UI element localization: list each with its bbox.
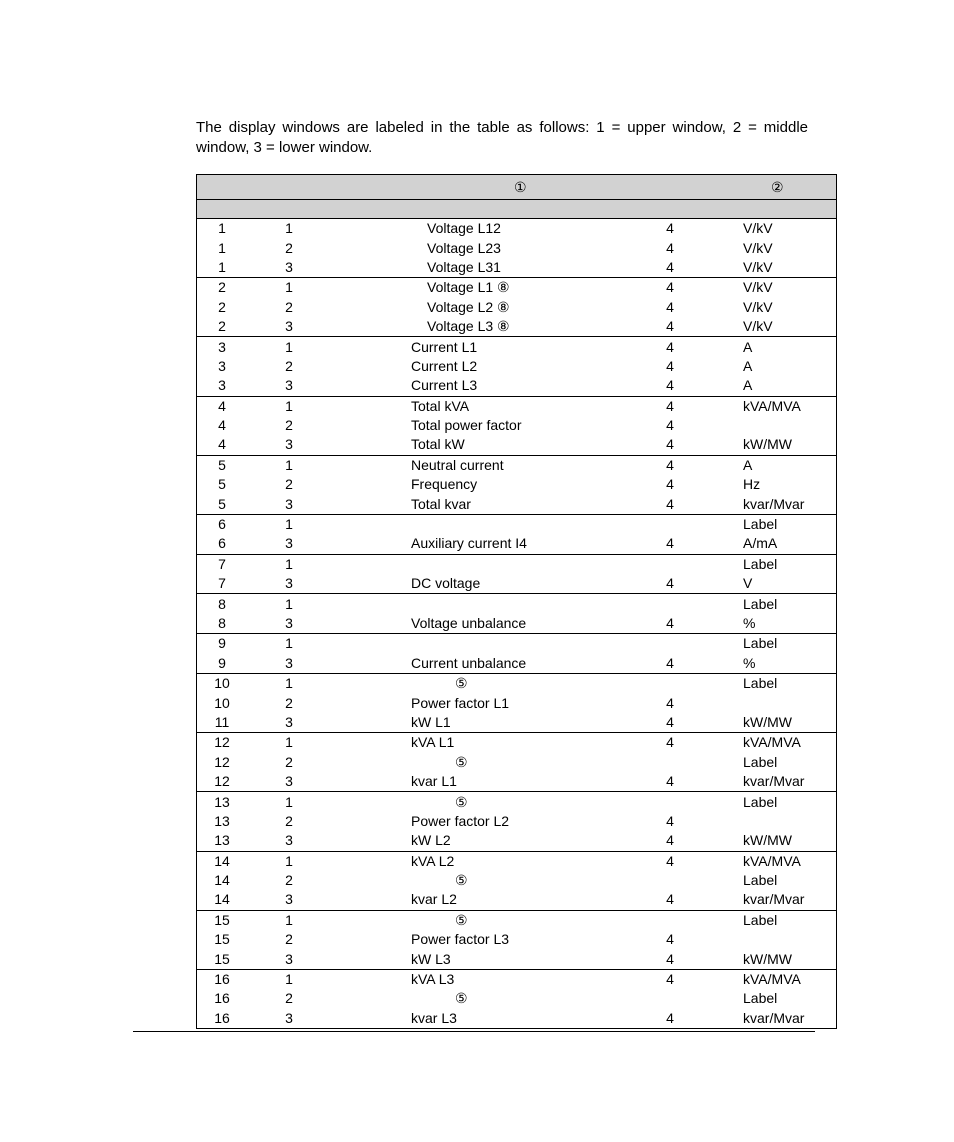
parameter-cell <box>331 238 611 257</box>
digits-cell <box>611 514 729 534</box>
table-row <box>197 792 837 812</box>
screen-number-cell: 7 <box>197 554 248 574</box>
parameter-cell <box>331 871 611 890</box>
digits-cell: 4 <box>666 950 674 967</box>
window-number-cell: 1 <box>247 910 331 930</box>
screen-number-cell: 5 <box>218 476 226 493</box>
window-number-cell: 1 <box>247 733 331 753</box>
digits-cell: 4 <box>666 931 674 948</box>
unit-cell: A <box>729 455 837 475</box>
digits-cell: 4 <box>666 832 674 849</box>
window-number-cell: 1 <box>247 594 331 614</box>
parameter-cell <box>331 594 611 614</box>
window-number-cell: 3 <box>285 832 293 849</box>
parameter-cell <box>331 753 611 772</box>
screen-number-cell: 8 <box>197 594 248 614</box>
digits-cell: 4 <box>611 733 729 753</box>
parameter-cell: Total kW <box>411 436 465 453</box>
screen-number-cell: 10 <box>214 694 230 711</box>
digits-cell: 4 <box>666 575 674 592</box>
window-number-cell: 1 <box>247 278 331 298</box>
unit-cell: kvar/Mvar <box>743 891 805 908</box>
parameter-cell <box>331 673 611 693</box>
screen-number-cell: 14 <box>197 851 248 871</box>
digits-cell: 4 <box>666 694 674 711</box>
unit-cell: kVA/MVA <box>729 733 837 753</box>
digits-cell <box>611 673 729 693</box>
unit-cell: Label <box>729 554 837 574</box>
parameter-cell: Current unbalance <box>411 654 527 671</box>
parameter-cell <box>331 910 611 930</box>
parameter-cell: Frequency <box>411 476 478 493</box>
table-row <box>197 654 837 674</box>
parameter-cell: Current L3 <box>411 377 478 394</box>
unit-cell <box>729 812 837 831</box>
parameter-cell <box>331 792 611 812</box>
window-number-cell: 1 <box>285 220 293 237</box>
screen-number-cell: 7 <box>218 575 226 592</box>
table-row <box>197 494 837 514</box>
parameter-label: Voltage L2 ⑧ <box>427 298 510 315</box>
window-number-cell: 3 <box>285 891 293 908</box>
parameter-cell: Auxiliary current I4 <box>411 535 527 552</box>
window-number-cell: 1 <box>247 634 331 654</box>
digits-cell <box>611 753 729 772</box>
table-row <box>197 812 837 831</box>
window-number-cell: 1 <box>247 554 331 574</box>
parameter-cell: kVA L3 <box>331 969 611 989</box>
table-row <box>197 554 837 574</box>
unit-cell: kvar/Mvar <box>743 495 805 512</box>
unit-cell: A/mA <box>743 535 778 552</box>
digits-cell: 4 <box>666 891 674 908</box>
parameter-label: Voltage L23 <box>427 239 501 256</box>
parameter-label: Voltage L1 ⑧ <box>427 279 510 296</box>
table-row <box>197 475 837 494</box>
window-number-cell: 2 <box>285 239 293 256</box>
display-screens-table <box>196 174 837 1029</box>
parameter-label: ⑤ <box>455 675 468 692</box>
digits-cell <box>611 554 729 574</box>
digits-cell: 4 <box>666 318 674 335</box>
header-note-mark-1: ① <box>514 178 527 195</box>
parameter-cell: Current L2 <box>411 357 478 374</box>
screen-number-cell: 16 <box>214 990 230 1007</box>
screen-number-cell: 1 <box>218 239 226 256</box>
window-number-cell: 3 <box>285 575 293 592</box>
table-row <box>197 910 837 930</box>
window-number-cell: 1 <box>247 455 331 475</box>
parameter-cell: DC voltage <box>411 575 481 592</box>
parameter-label: Voltage L12 <box>427 220 501 237</box>
table-row <box>197 634 837 654</box>
unit-cell: V/kV <box>743 258 773 275</box>
parameter-cell: Voltage unbalance <box>411 615 527 631</box>
digits-cell: 4 <box>666 773 674 790</box>
unit-cell <box>729 930 837 949</box>
window-number-cell: 3 <box>285 377 293 394</box>
screen-number-cell: 9 <box>197 634 248 654</box>
screen-number-cell: 15 <box>197 910 248 930</box>
unit-cell: V/kV <box>729 278 837 298</box>
parameter-label: ⑤ <box>455 753 468 770</box>
unit-cell: Label <box>729 514 837 534</box>
parameter-cell: kvar L2 <box>411 891 457 908</box>
window-number-cell: 2 <box>285 476 293 493</box>
screen-number-cell: 9 <box>218 654 226 671</box>
unit-cell: kW/MW <box>743 832 792 849</box>
unit-cell: A <box>743 357 753 374</box>
window-number-cell: 3 <box>285 436 293 453</box>
parameter-cell <box>331 258 611 278</box>
window-number-cell: 3 <box>285 495 293 512</box>
parameter-cell: Power factor L2 <box>411 812 510 829</box>
parameter-cell: kW L3 <box>411 950 451 967</box>
parameter-cell <box>331 514 611 534</box>
window-number-cell: 1 <box>247 337 331 357</box>
screen-number-cell: 16 <box>214 1009 230 1026</box>
screen-number-cell: 5 <box>218 495 226 512</box>
unit-cell: V/kV <box>743 220 773 237</box>
screen-number-cell: 3 <box>197 337 248 357</box>
parameter-cell: kVA L2 <box>331 851 611 871</box>
window-number-cell: 1 <box>247 396 331 416</box>
table-row <box>197 851 837 871</box>
table-row <box>197 949 837 969</box>
table-row <box>197 455 837 475</box>
digits-cell: 4 <box>666 1009 674 1026</box>
parameter-cell: Neutral current <box>331 455 611 475</box>
parameter-cell <box>331 317 611 337</box>
unit-cell: A <box>729 337 837 357</box>
screen-number-cell: 4 <box>197 396 248 416</box>
window-number-cell: 1 <box>247 969 331 989</box>
screen-number-cell: 14 <box>214 872 230 889</box>
unit-cell: Label <box>729 673 837 693</box>
table-row <box>197 989 837 1008</box>
screen-number-cell: 2 <box>197 278 248 298</box>
digits-cell: 4 <box>666 615 674 631</box>
parameter-cell <box>331 219 611 239</box>
window-number-cell: 1 <box>247 673 331 693</box>
window-number-cell: 2 <box>285 357 293 374</box>
parameter-label: ⑤ <box>455 793 468 810</box>
table-row <box>197 298 837 317</box>
unit-cell: kW/MW <box>743 436 792 453</box>
digits-cell: 4 <box>611 969 729 989</box>
table-body <box>197 175 837 1029</box>
table-row <box>197 317 837 337</box>
digits-cell: 4 <box>666 220 674 237</box>
screen-number-cell: 5 <box>197 455 248 475</box>
digits-cell <box>611 910 729 930</box>
parameter-label: Voltage L3 ⑧ <box>427 318 510 335</box>
digits-cell: 4 <box>611 851 729 871</box>
screen-number-cell: 4 <box>218 436 226 453</box>
digits-cell <box>611 792 729 812</box>
unit-cell: Label <box>743 990 778 1007</box>
window-number-cell: 3 <box>285 654 293 671</box>
digits-cell: 4 <box>611 396 729 416</box>
screen-number-cell: 6 <box>197 514 248 534</box>
unit-cell <box>729 416 837 435</box>
unit-cell: kVA/MVA <box>729 969 837 989</box>
screen-number-cell: 12 <box>214 773 230 790</box>
parameter-cell <box>331 554 611 574</box>
table-row <box>197 219 837 239</box>
screen-number-cell: 16 <box>197 969 248 989</box>
window-number-cell: 3 <box>285 713 293 730</box>
window-number-cell: 3 <box>285 950 293 967</box>
window-number-cell: 2 <box>285 931 293 948</box>
table-row <box>197 969 837 989</box>
table-row <box>197 238 837 257</box>
table-row <box>197 772 837 792</box>
unit-cell: V/kV <box>743 318 773 335</box>
table-row <box>197 278 837 298</box>
table-row <box>197 753 837 772</box>
table-row <box>197 930 837 949</box>
table-row <box>197 890 837 910</box>
table-subheader-row <box>197 200 837 219</box>
table-row <box>197 831 837 851</box>
window-number-cell: 3 <box>285 773 293 790</box>
screen-number-cell: 13 <box>197 792 248 812</box>
digits-cell <box>611 634 729 654</box>
window-number-cell: 1 <box>247 514 331 534</box>
window-number-cell: 1 <box>247 851 331 871</box>
digits-cell <box>611 594 729 614</box>
unit-cell: kW/MW <box>743 713 792 730</box>
table-row <box>197 376 837 396</box>
screen-number-cell: 6 <box>218 535 226 552</box>
digits-cell: 4 <box>666 495 674 512</box>
table-row <box>197 396 837 416</box>
parameter-cell: Total kVA <box>331 396 611 416</box>
digits-cell: 4 <box>611 278 729 298</box>
digits-cell: 4 <box>666 535 674 552</box>
screen-number-cell: 4 <box>218 417 226 434</box>
parameter-cell: kW L2 <box>411 832 451 849</box>
window-number-cell: 2 <box>285 694 293 711</box>
table-row <box>197 871 837 890</box>
unit-cell <box>729 693 837 712</box>
parameter-cell: Total kvar <box>411 495 471 512</box>
parameter-label: ⑤ <box>455 872 468 889</box>
digits-cell: 4 <box>666 476 674 493</box>
window-number-cell: 2 <box>285 812 293 829</box>
unit-cell: V/kV <box>743 298 773 315</box>
screen-number-cell: 3 <box>218 377 226 394</box>
window-number-cell: 2 <box>285 753 293 770</box>
screen-number-cell: 8 <box>218 615 226 631</box>
parameter-cell: Power factor L3 <box>411 931 510 948</box>
table-row <box>197 435 837 455</box>
unit-cell: Label <box>743 872 778 889</box>
table-row <box>197 713 837 733</box>
parameter-label: ⑤ <box>455 911 468 928</box>
screen-number-cell: 12 <box>197 733 248 753</box>
digits-cell: 4 <box>611 337 729 357</box>
screen-number-cell: 15 <box>214 931 230 948</box>
parameter-cell <box>331 634 611 654</box>
digits-cell: 4 <box>666 436 674 453</box>
window-number-cell: 3 <box>285 318 293 335</box>
screen-number-cell: 1 <box>218 258 226 275</box>
unit-cell: % <box>743 615 756 631</box>
unit-cell: Label <box>743 753 778 770</box>
screen-number-cell: 11 <box>214 713 230 730</box>
table-header-row <box>197 175 837 200</box>
table-row <box>197 614 837 634</box>
parameter-label: ⑤ <box>455 990 468 1007</box>
table-row <box>197 534 837 554</box>
window-number-cell: 3 <box>285 1009 293 1026</box>
parameter-cell <box>331 989 611 1008</box>
window-number-cell: 3 <box>285 615 293 631</box>
parameter-cell: Power factor L1 <box>411 694 510 711</box>
table-row <box>197 594 837 614</box>
digits-cell: 4 <box>666 258 674 275</box>
parameter-cell <box>331 278 611 298</box>
digits-cell <box>611 871 729 890</box>
unit-cell: A <box>743 377 753 394</box>
parameter-label: Voltage L31 <box>427 258 501 275</box>
unit-cell: kW/MW <box>743 950 792 967</box>
table-row <box>197 416 837 435</box>
screen-number-cell: 14 <box>214 891 230 908</box>
unit-cell: V <box>743 575 753 592</box>
digits-cell: 4 <box>666 298 674 315</box>
unit-cell: kvar/Mvar <box>743 1009 805 1026</box>
unit-cell: Label <box>729 634 837 654</box>
window-number-cell: 3 <box>285 258 293 275</box>
screen-number-cell: 2 <box>218 318 226 335</box>
table-row <box>197 357 837 376</box>
screen-number-cell: 10 <box>197 673 248 693</box>
unit-cell: kvar/Mvar <box>743 773 805 790</box>
unit-cell: % <box>743 654 756 671</box>
table-row <box>197 258 837 278</box>
parameter-cell: Current L1 <box>331 337 611 357</box>
digits-cell: 4 <box>666 239 674 256</box>
screen-number-cell: 12 <box>214 753 230 770</box>
unit-cell: Label <box>729 792 837 812</box>
screen-number-cell: 15 <box>214 950 230 967</box>
table-row <box>197 574 837 594</box>
table-row <box>197 733 837 753</box>
digits-cell: 4 <box>666 357 674 374</box>
screen-number-cell: 1 <box>218 220 226 237</box>
parameter-cell: kW L1 <box>411 713 451 730</box>
digits-cell: 4 <box>666 713 674 730</box>
intro-paragraph: The display windows are labeled in the table as follows: 1 = upper window, 2 = middle window, 3 = lower window. <box>196 119 808 156</box>
unit-cell: kVA/MVA <box>729 851 837 871</box>
digits-cell: 4 <box>666 654 674 671</box>
digits-cell: 4 <box>611 455 729 475</box>
header-note-mark-2: ② <box>771 178 784 195</box>
window-number-cell: 2 <box>285 298 293 315</box>
screen-number-cell: 2 <box>218 298 226 315</box>
parameter-cell: kvar L1 <box>411 773 457 790</box>
window-number-cell: 2 <box>285 417 293 434</box>
window-number-cell: 1 <box>247 792 331 812</box>
parameter-cell: kVA L1 <box>331 733 611 753</box>
unit-cell: Hz <box>743 476 761 493</box>
screen-number-cell: 13 <box>214 812 230 829</box>
parameter-cell <box>331 298 611 317</box>
digits-cell: 4 <box>666 417 674 434</box>
parameter-cell: kvar L3 <box>411 1009 457 1026</box>
table-row <box>197 337 837 357</box>
screen-number-cell: 3 <box>218 357 226 374</box>
unit-cell: V/kV <box>743 239 773 256</box>
unit-cell: Label <box>729 910 837 930</box>
parameter-cell: Total power factor <box>411 417 522 434</box>
table-row <box>197 693 837 712</box>
table-row <box>197 514 837 534</box>
screen-number-cell: 13 <box>214 832 230 849</box>
digits-cell: 4 <box>666 812 674 829</box>
window-number-cell: 3 <box>285 535 293 552</box>
unit-cell: kVA/MVA <box>729 396 837 416</box>
window-number-cell: 2 <box>285 990 293 1007</box>
table-row <box>197 673 837 693</box>
table-row <box>197 1009 837 1029</box>
unit-cell: Label <box>729 594 837 614</box>
footer-rule <box>133 1031 815 1032</box>
window-number-cell: 2 <box>285 872 293 889</box>
digits-cell: 4 <box>666 377 674 394</box>
digits-cell <box>611 989 729 1008</box>
